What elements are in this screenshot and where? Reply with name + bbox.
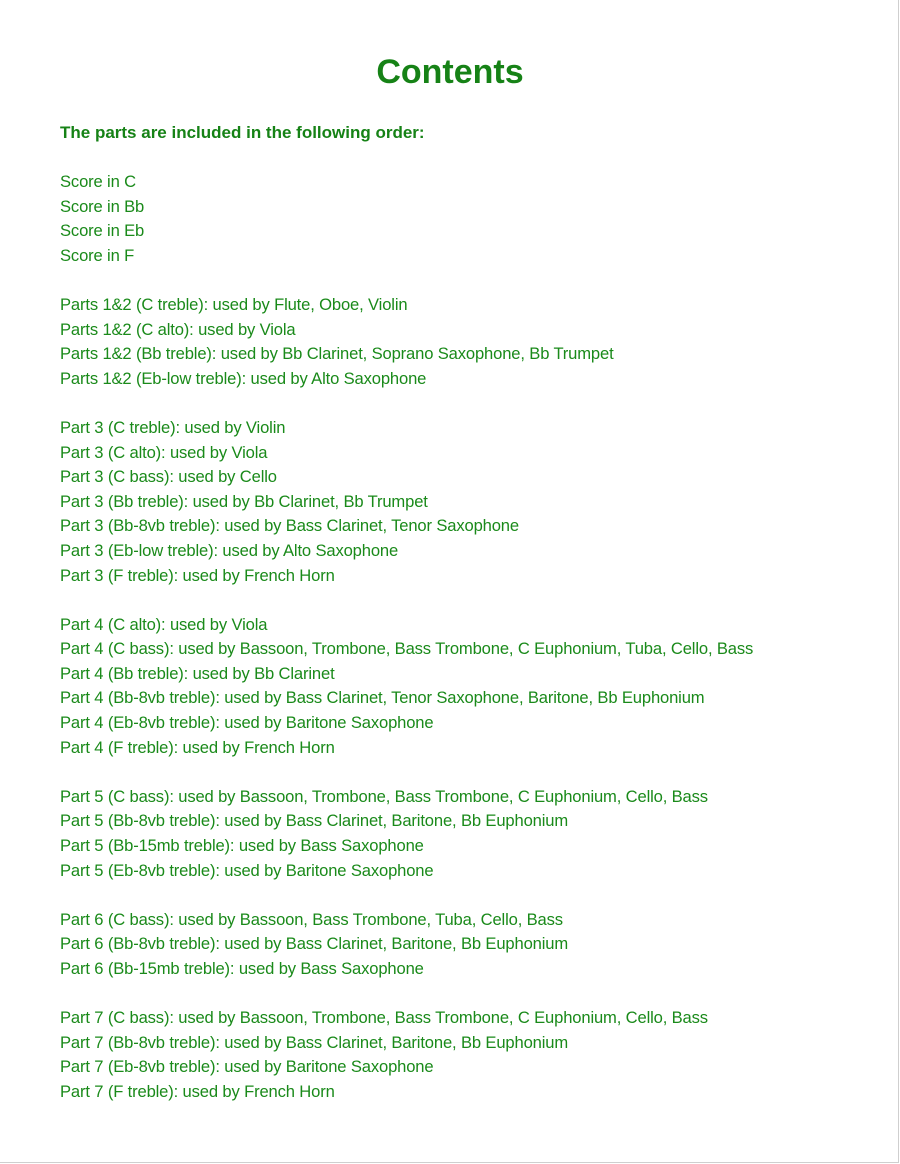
contents-line: Parts 1&2 (C treble): used by Flute, Oboe, Violin (60, 294, 408, 314)
contents-group-scores (60, 170, 895, 268)
contents-line: Part 3 (F treble): used by French Horn (60, 565, 335, 585)
contents-line: Score in Bb (60, 196, 145, 216)
contents-group-parts-1-2 (60, 293, 895, 391)
contents-line: Part 6 (Bb-8vb treble): used by Bass Clarinet, Baritone, Bb Euphonium (60, 934, 569, 954)
contents-group-part-7 (60, 1006, 895, 1104)
contents-line: Part 6 (Bb-15mb treble): used by Bass Saxophone (60, 959, 424, 978)
contents-group-part-6 (60, 908, 895, 982)
contents-line: Part 3 (C alto): used by Viola (60, 442, 268, 462)
contents-line: Parts 1&2 (Eb-low treble): used by Alto Saxophone (60, 368, 427, 388)
contents-line: Parts 1&2 (Bb treble): used by Bb Clarinet, Soprano Saxophone, Bb Trumpet (60, 344, 614, 364)
contents-line: Part 3 (Bb-8vb treble): used by Bass Clarinet, Tenor Saxophone (60, 516, 519, 536)
contents-line: Part 5 (Bb-15mb treble): used by Bass Saxophone (60, 836, 424, 856)
contents-group-part-3 (60, 416, 895, 588)
contents-line: Score in C (60, 172, 136, 191)
contents-line: Part 4 (Eb-8vb treble): used by Baritone Saxophone (60, 713, 434, 733)
contents-line: Part 4 (F treble): used by French Horn (60, 737, 335, 757)
contents-group-part-4 (60, 613, 895, 761)
contents-line: Part 5 (Bb-8vb treble): used by Bass Clarinet, Baritone, Bb Euphonium (60, 811, 569, 831)
contents-line: Part 6 (C bass): used by Bassoon, Bass Trombone, Tuba, Cello, Bass (60, 909, 563, 929)
contents-line: Part 7 (Bb-8vb treble): used by Bass Clarinet, Baritone, Bb Euphonium (60, 1032, 569, 1052)
contents-line: Part 3 (C treble): used by Violin (60, 417, 286, 437)
page-title: Contents (376, 53, 524, 91)
contents-line: Part 3 (Bb treble): used by Bb Clarinet, Bb Trumpet (60, 491, 428, 511)
contents-line: Part 3 (C bass): used by Cello (60, 467, 277, 487)
contents-line: Part 7 (F treble): used by French Horn (60, 1081, 335, 1101)
contents-line: Part 5 (C bass): used by Bassoon, Trombone, Bass Trombone, C Euphonium, Cello, Bass (60, 786, 708, 806)
contents-line: Part 4 (C bass): used by Bassoon, Trombone, Bass Trombone, C Euphonium, Tuba, Cello, Bass (60, 639, 754, 659)
contents-line: Part 4 (Bb treble): used by Bb Clarinet (60, 663, 335, 683)
contents-line: Part 7 (C bass): used by Bassoon, Trombone, Bass Trombone, C Euphonium, Cello, Bass (60, 1008, 708, 1028)
contents-list (60, 170, 895, 1129)
contents-line: Part 4 (C alto): used by Viola (60, 614, 268, 634)
contents-line: Part 5 (Eb-8vb treble): used by Baritone Saxophone (60, 860, 434, 880)
contents-line: Part 4 (Bb-8vb treble): used by Bass Clarinet, Tenor Saxophone, Baritone, Bb Euphonium (60, 688, 705, 708)
contents-group-part-5 (60, 785, 895, 883)
intro-text: The parts are included in the following order: (60, 123, 425, 142)
contents-line: Score in F (60, 245, 135, 265)
contents-line: Part 7 (Eb-8vb treble): used by Baritone Saxophone (60, 1057, 434, 1077)
contents-line: Part 3 (Eb-low treble): used by Alto Saxophone (60, 540, 399, 560)
contents-line: Parts 1&2 (C alto): used by Viola (60, 319, 296, 339)
contents-line: Score in Eb (60, 221, 145, 241)
